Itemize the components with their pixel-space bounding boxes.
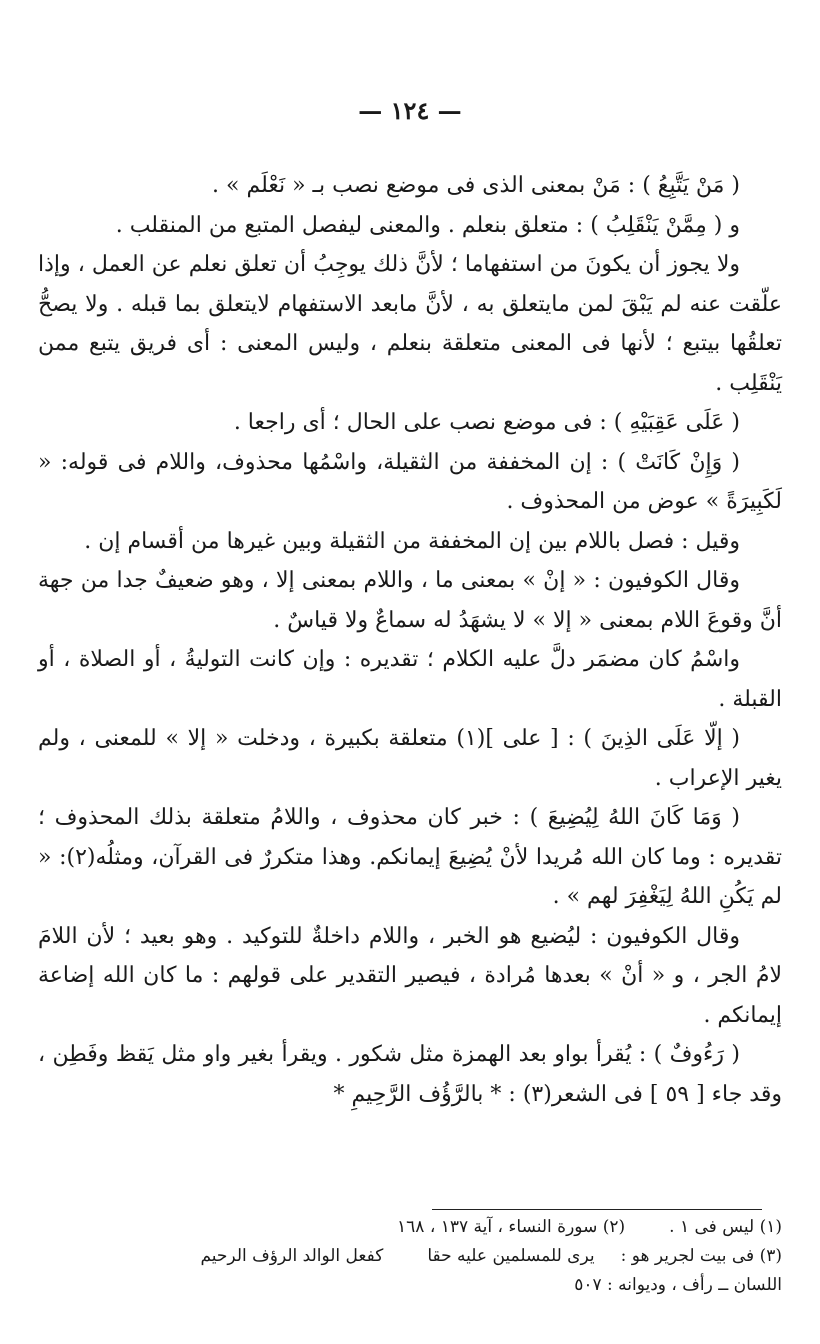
footnote-3-source: اللسان ــ رأف ، وديوانه : ٥٠٧: [574, 1275, 782, 1295]
paragraph: ( إلّا عَلَى الذِينَ ) : [ على ](١) متعلقة بكبيرة ، ودخلت « إلا » للمعنى ، ولم يغير الإعراب .: [38, 726, 782, 791]
paragraph: ولا يجوز أن يكونَ من استفهاما ؛ لأنَّ ذلك يوجِبُ أن تعلق نعلم عن العمل ، وإذا علّقت عنه لم يَبْقَ لمن مايتعلق به ، لأنَّ مابعد الاستفهام لايتعلق بما قبله . ولا يصحُّ تعلقُها بيتبع ؛ لأنها فى المعنى متعلقة بنعلم ، وليس المعنى : أى فريق يتبع ممن يَنْقَلِب .: [38, 252, 782, 396]
footnote-line: [38, 1242, 782, 1271]
footnote-2: (٢) سورة النساء ، آية ١٣٧ ، ١٦٨: [397, 1217, 626, 1237]
paragraph: وقال الكوفيون : ليُضيع هو الخبر ، واللام داخلةٌ للتوكيد . وهو بعيد ؛ لأن اللامَ لامُ الجر ، و « أنْ » بعدها مُرادة ، فيصير التقدير على قولهم : ما كان الله إضاعة إيمانكم .: [38, 923, 782, 1028]
paragraph: ( عَلَى عَقِبَيْهِ ) : فى موضع نصب على الحال ؛ أى راجعا .: [233, 410, 740, 435]
paragraph: ( رَءُوفٌ ) : يُقرأ بواو بعد الهمزة مثل شكور . ويقرأ بغير واو مثل يَقظ وفَطِن ، وقد جاء [ ٥٩ ] فى الشعر(٣) : * بالرَّؤُف الرَّحِيمِ *: [38, 1042, 782, 1107]
paragraph: ( مَنْ يَتَّبِعُ ) : مَنْ بمعنى الذى فى موضع نصب بـ « نَعْلَم » .: [212, 173, 740, 198]
paragraph: ( وَإِنْ كَانَتْ ) : إن المخففة من الثقيلة، واسْمُها محذوف، واللام فى قوله: « لَكَبِيرَةً » عوض من المحذوف .: [38, 449, 782, 514]
page-number: — ١٢٤ —: [358, 96, 462, 125]
footnote-3-label: (٣) فى بيت لجرير هو :: [620, 1246, 782, 1266]
footnote-line: [38, 1271, 782, 1300]
paragraph: واسْمُ كان مضمَر دلَّ عليه الكلام ؛ تقديره : وإن كانت التوليةُ ، أو الصلاة ، أو القبلة .: [38, 647, 782, 712]
footnote-divider: [432, 1209, 762, 1210]
footnote-line: [38, 1213, 782, 1242]
footnote-1: (١) ليس فى ١ .: [669, 1217, 782, 1237]
paragraph: وقيل : فصل باللام بين إن المخففة من الثقيلة وبين غيرها من أقسام إن .: [84, 528, 740, 554]
footnote-3-verse-first-half: يرى للمسلمين عليه حقا: [427, 1246, 595, 1266]
paragraph: ( وَمَا كَانَ اللهُ لِيُضِيعَ ) : خبر كان محذوف ، واللامُ متعلقة بذلك المحذوف ؛ تقديره : وما كان الله مُريدا لأنْ يُضِيعَ إيمانكم. وهذا متكررٌ فى القرآن، ومثلُه(٢): « لم يَكُنِ اللهُ لِيَغْفِرَ لهم » .: [38, 805, 782, 909]
footnote-3-verse-second-half: كفعل الوالد الرؤف الرحيم: [200, 1246, 384, 1266]
paragraph: و ( مِمَّنْ يَنْقَلِبُ ) : متعلق بنعلم . والمعنى ليفصل المتبع من المنقلب .: [115, 212, 740, 238]
main-text: [38, 166, 782, 1114]
footnotes: [38, 1213, 782, 1300]
paragraph: وقال الكوفيون : « إنْ » بمعنى ما ، واللام بمعنى إلا ، وهو ضعيفٌ جدا من جهة أنَّ وقوعَ اللام بمعنى « إلا » لا يشهَدُ له سماعٌ ولا قياسٌ .: [38, 568, 782, 633]
